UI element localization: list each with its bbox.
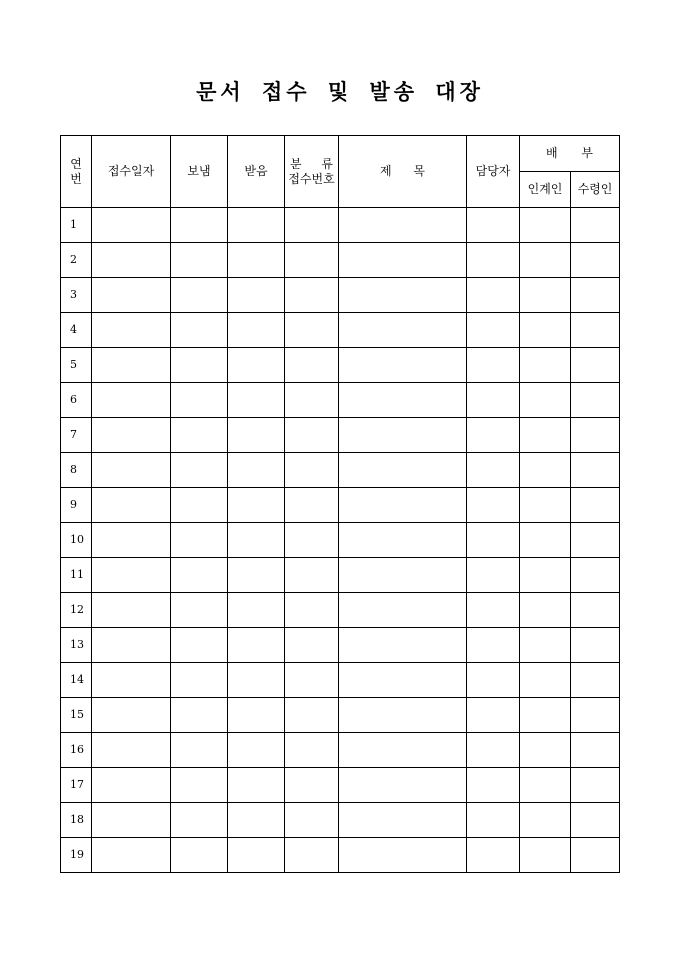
- sender-cell[interactable]: [171, 628, 228, 663]
- received-date-cell[interactable]: [92, 208, 171, 243]
- received-date-cell[interactable]: [92, 523, 171, 558]
- header-serial-line1: 연: [70, 156, 82, 171]
- row-serial-number: 12: [61, 593, 92, 628]
- handover-seal-cell[interactable]: [520, 278, 571, 313]
- receipt-number-cell[interactable]: [285, 768, 339, 803]
- receipt-number-cell[interactable]: [285, 278, 339, 313]
- subject-cell[interactable]: [339, 383, 467, 418]
- header-distribution: 배 부: [520, 136, 620, 172]
- receipt-number-cell[interactable]: [285, 243, 339, 278]
- receipt-number-cell[interactable]: [285, 558, 339, 593]
- handover-seal-cell[interactable]: [520, 523, 571, 558]
- page-title: 문서 접수 및 발송 대장: [196, 79, 484, 104]
- header-receiver: 받음: [228, 136, 285, 208]
- handover-seal-cell[interactable]: [520, 313, 571, 348]
- receiver-seal-cell[interactable]: [571, 593, 620, 628]
- received-date-cell[interactable]: [92, 313, 171, 348]
- table-row: [61, 838, 620, 873]
- subject-cell[interactable]: [339, 523, 467, 558]
- handover-seal-cell[interactable]: [520, 733, 571, 768]
- receiver-cell[interactable]: [228, 418, 285, 453]
- receiver-seal-cell[interactable]: [571, 838, 620, 873]
- sender-cell[interactable]: [171, 698, 228, 733]
- subject-cell[interactable]: [339, 838, 467, 873]
- received-date-cell[interactable]: [92, 628, 171, 663]
- document-ledger-table: [60, 135, 620, 873]
- table-row: [61, 558, 620, 593]
- header-handover-seal: 인계인: [520, 172, 571, 208]
- receipt-number-cell[interactable]: [285, 488, 339, 523]
- receiver-seal-cell[interactable]: [571, 733, 620, 768]
- receiver-seal-cell[interactable]: [571, 698, 620, 733]
- header-receipt-number: 접수번호: [288, 171, 335, 186]
- sender-cell[interactable]: [171, 243, 228, 278]
- row-serial-number: 9: [61, 488, 92, 523]
- receiver-cell[interactable]: [228, 593, 285, 628]
- header-subject: 제 목: [339, 136, 467, 208]
- row-serial-number: 17: [61, 768, 92, 803]
- receipt-number-cell[interactable]: [285, 663, 339, 698]
- table-row: [61, 243, 620, 278]
- receiver-cell[interactable]: [228, 488, 285, 523]
- table-row: [61, 488, 620, 523]
- subject-cell[interactable]: [339, 558, 467, 593]
- receipt-number-cell[interactable]: [285, 348, 339, 383]
- subject-cell[interactable]: [339, 803, 467, 838]
- sender-cell[interactable]: [171, 523, 228, 558]
- subject-cell[interactable]: [339, 278, 467, 313]
- receiver-seal-cell[interactable]: [571, 628, 620, 663]
- row-serial-number: 7: [61, 418, 92, 453]
- receiver-seal-cell[interactable]: [571, 803, 620, 838]
- person-in-charge-cell[interactable]: [467, 558, 520, 593]
- handover-seal-cell[interactable]: [520, 383, 571, 418]
- handover-seal-cell[interactable]: [520, 558, 571, 593]
- receiver-cell[interactable]: [228, 243, 285, 278]
- person-in-charge-cell[interactable]: [467, 208, 520, 243]
- receiver-cell[interactable]: [228, 208, 285, 243]
- person-in-charge-cell[interactable]: [467, 593, 520, 628]
- table-row: [61, 453, 620, 488]
- table-row: [61, 348, 620, 383]
- person-in-charge-cell[interactable]: [467, 278, 520, 313]
- receipt-number-cell[interactable]: [285, 838, 339, 873]
- sender-cell[interactable]: [171, 488, 228, 523]
- receiver-seal-cell[interactable]: [571, 768, 620, 803]
- table-row: [61, 278, 620, 313]
- row-serial-number: 5: [61, 348, 92, 383]
- person-in-charge-cell[interactable]: [467, 348, 520, 383]
- sender-cell[interactable]: [171, 838, 228, 873]
- row-serial-number: 14: [61, 663, 92, 698]
- header-receiver-seal: 수령인: [571, 172, 620, 208]
- subject-cell[interactable]: [339, 348, 467, 383]
- receiver-cell[interactable]: [228, 383, 285, 418]
- sender-cell[interactable]: [171, 348, 228, 383]
- person-in-charge-cell[interactable]: [467, 523, 520, 558]
- received-date-cell[interactable]: [92, 663, 171, 698]
- receiver-seal-cell[interactable]: [571, 313, 620, 348]
- sender-cell[interactable]: [171, 208, 228, 243]
- receipt-number-cell[interactable]: [285, 383, 339, 418]
- person-in-charge-cell[interactable]: [467, 383, 520, 418]
- sender-cell[interactable]: [171, 383, 228, 418]
- sender-cell[interactable]: [171, 418, 228, 453]
- receiver-cell[interactable]: [228, 523, 285, 558]
- row-serial-number: 19: [61, 838, 92, 873]
- person-in-charge-cell[interactable]: [467, 803, 520, 838]
- receiver-cell[interactable]: [228, 768, 285, 803]
- person-in-charge-cell[interactable]: [467, 838, 520, 873]
- subject-cell[interactable]: [339, 418, 467, 453]
- receiver-cell[interactable]: [228, 278, 285, 313]
- receipt-number-cell[interactable]: [285, 453, 339, 488]
- row-serial-number: 8: [61, 453, 92, 488]
- person-in-charge-cell[interactable]: [467, 313, 520, 348]
- header-person-in-charge: 담당자: [467, 136, 520, 208]
- table-row: [61, 768, 620, 803]
- row-serial-number: 16: [61, 733, 92, 768]
- table-row: [61, 803, 620, 838]
- subject-cell[interactable]: [339, 733, 467, 768]
- receiver-cell[interactable]: [228, 838, 285, 873]
- person-in-charge-cell[interactable]: [467, 488, 520, 523]
- subject-cell[interactable]: [339, 663, 467, 698]
- handover-seal-cell[interactable]: [520, 593, 571, 628]
- received-date-cell[interactable]: [92, 768, 171, 803]
- handover-seal-cell[interactable]: [520, 208, 571, 243]
- receiver-cell[interactable]: [228, 313, 285, 348]
- receipt-number-cell[interactable]: [285, 593, 339, 628]
- header-serial: [61, 136, 92, 208]
- row-serial-number: 1: [61, 208, 92, 243]
- received-date-cell[interactable]: [92, 838, 171, 873]
- receiver-seal-cell[interactable]: [571, 208, 620, 243]
- receipt-number-cell[interactable]: [285, 208, 339, 243]
- person-in-charge-cell[interactable]: [467, 698, 520, 733]
- table-row: [61, 733, 620, 768]
- table-row: [61, 663, 620, 698]
- header-category-right: 류: [321, 156, 333, 171]
- subject-cell[interactable]: [339, 453, 467, 488]
- table-row: [61, 383, 620, 418]
- receiver-cell[interactable]: [228, 733, 285, 768]
- table-row: [61, 628, 620, 663]
- handover-seal-cell[interactable]: [520, 698, 571, 733]
- table-row: [61, 523, 620, 558]
- row-serial-number: 11: [61, 558, 92, 593]
- header-category: [285, 136, 339, 208]
- received-date-cell[interactable]: [92, 453, 171, 488]
- receipt-number-cell[interactable]: [285, 523, 339, 558]
- receipt-number-cell[interactable]: [285, 313, 339, 348]
- person-in-charge-cell[interactable]: [467, 663, 520, 698]
- receiver-seal-cell[interactable]: [571, 663, 620, 698]
- received-date-cell[interactable]: [92, 243, 171, 278]
- receiver-seal-cell[interactable]: [571, 348, 620, 383]
- received-date-cell[interactable]: [92, 558, 171, 593]
- header-received-date: 접수일자: [92, 136, 171, 208]
- subject-cell[interactable]: [339, 313, 467, 348]
- header-serial-line2: 번: [70, 171, 82, 186]
- sender-cell[interactable]: [171, 278, 228, 313]
- handover-seal-cell[interactable]: [520, 418, 571, 453]
- person-in-charge-cell[interactable]: [467, 768, 520, 803]
- receiver-cell[interactable]: [228, 628, 285, 663]
- handover-seal-cell[interactable]: [520, 628, 571, 663]
- handover-seal-cell[interactable]: [520, 663, 571, 698]
- sender-cell[interactable]: [171, 453, 228, 488]
- received-date-cell[interactable]: [92, 278, 171, 313]
- row-serial-number: 6: [61, 383, 92, 418]
- receipt-number-cell[interactable]: [285, 733, 339, 768]
- subject-cell[interactable]: [339, 488, 467, 523]
- handover-seal-cell[interactable]: [520, 243, 571, 278]
- received-date-cell[interactable]: [92, 418, 171, 453]
- table-row: [61, 313, 620, 348]
- receiver-cell[interactable]: [228, 698, 285, 733]
- receiver-cell[interactable]: [228, 453, 285, 488]
- receiver-cell[interactable]: [228, 558, 285, 593]
- receipt-number-cell[interactable]: [285, 803, 339, 838]
- receiver-seal-cell[interactable]: [571, 243, 620, 278]
- received-date-cell[interactable]: [92, 488, 171, 523]
- handover-seal-cell[interactable]: [520, 348, 571, 383]
- row-serial-number: 15: [61, 698, 92, 733]
- row-serial-number: 13: [61, 628, 92, 663]
- receipt-number-cell[interactable]: [285, 698, 339, 733]
- header-category-left: 분: [290, 156, 302, 171]
- receiver-cell[interactable]: [228, 348, 285, 383]
- subject-cell[interactable]: [339, 208, 467, 243]
- receiver-seal-cell[interactable]: [571, 278, 620, 313]
- sender-cell[interactable]: [171, 803, 228, 838]
- receipt-number-cell[interactable]: [285, 628, 339, 663]
- received-date-cell[interactable]: [92, 348, 171, 383]
- receiver-cell[interactable]: [228, 663, 285, 698]
- subject-cell[interactable]: [339, 593, 467, 628]
- receiver-seal-cell[interactable]: [571, 523, 620, 558]
- receipt-number-cell[interactable]: [285, 418, 339, 453]
- subject-cell[interactable]: [339, 768, 467, 803]
- row-serial-number: 2: [61, 243, 92, 278]
- row-serial-number: 4: [61, 313, 92, 348]
- subject-cell[interactable]: [339, 243, 467, 278]
- row-serial-number: 3: [61, 278, 92, 313]
- person-in-charge-cell[interactable]: [467, 733, 520, 768]
- row-serial-number: 10: [61, 523, 92, 558]
- received-date-cell[interactable]: [92, 593, 171, 628]
- received-date-cell[interactable]: [92, 803, 171, 838]
- table-row: [61, 698, 620, 733]
- person-in-charge-cell[interactable]: [467, 418, 520, 453]
- ledger-body: [61, 208, 620, 873]
- row-serial-number: 18: [61, 803, 92, 838]
- handover-seal-cell[interactable]: [520, 488, 571, 523]
- sender-cell[interactable]: [171, 663, 228, 698]
- person-in-charge-cell[interactable]: [467, 628, 520, 663]
- header-sender: 보냄: [171, 136, 228, 208]
- receiver-seal-cell[interactable]: [571, 558, 620, 593]
- received-date-cell[interactable]: [92, 698, 171, 733]
- subject-cell[interactable]: [339, 628, 467, 663]
- subject-cell[interactable]: [339, 698, 467, 733]
- sender-cell[interactable]: [171, 313, 228, 348]
- table-row: [61, 208, 620, 243]
- sender-cell[interactable]: [171, 733, 228, 768]
- handover-seal-cell[interactable]: [520, 838, 571, 873]
- handover-seal-cell[interactable]: [520, 803, 571, 838]
- sender-cell[interactable]: [171, 768, 228, 803]
- person-in-charge-cell[interactable]: [467, 453, 520, 488]
- receiver-seal-cell[interactable]: [571, 488, 620, 523]
- receiver-seal-cell[interactable]: [571, 453, 620, 488]
- receiver-cell[interactable]: [228, 803, 285, 838]
- sender-cell[interactable]: [171, 558, 228, 593]
- handover-seal-cell[interactable]: [520, 453, 571, 488]
- received-date-cell[interactable]: [92, 383, 171, 418]
- person-in-charge-cell[interactable]: [467, 243, 520, 278]
- table-row: [61, 418, 620, 453]
- sender-cell[interactable]: [171, 593, 228, 628]
- receiver-seal-cell[interactable]: [571, 418, 620, 453]
- handover-seal-cell[interactable]: [520, 768, 571, 803]
- table-row: [61, 593, 620, 628]
- receiver-seal-cell[interactable]: [571, 383, 620, 418]
- received-date-cell[interactable]: [92, 733, 171, 768]
